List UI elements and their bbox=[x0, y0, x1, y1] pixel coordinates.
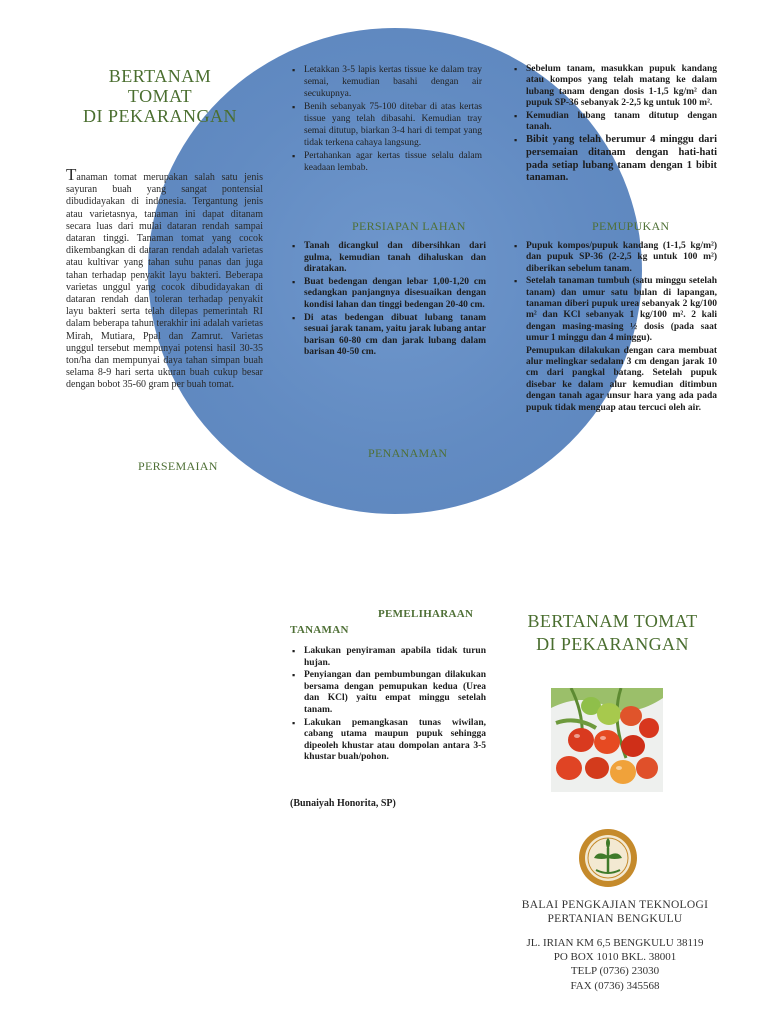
agency-logo bbox=[578, 826, 638, 890]
author-credit: (Bunaiyah Honorita, SP) bbox=[290, 798, 396, 809]
intro-dropcap: T bbox=[66, 165, 77, 184]
address-line: JL. IRIAN KM 6,5 BENGKULU 38119 bbox=[526, 937, 704, 949]
list-item: ▪ Buat bedengan dengan lebar 1,00-1,20 cm sedangkan panjangnya disesuaikan dengan kondisi lahan dan tinggi bedengan 20-40 cm. bbox=[304, 277, 486, 312]
address-line: TELP (0736) 23030 bbox=[570, 965, 660, 978]
list-item: ▪ Lakukan penyiraman apabila tidak turun hujan. bbox=[304, 646, 486, 669]
pemupukan-heading: PEMUPUKAN bbox=[592, 219, 670, 233]
institution-name bbox=[505, 898, 725, 926]
list-item: ▪ Kemudian lubang tanam ditutup dengan tanah. bbox=[526, 111, 717, 134]
pemupukan-section bbox=[512, 241, 717, 414]
pemeliharaan-list bbox=[290, 646, 486, 765]
institution-address bbox=[505, 936, 725, 993]
persiapan-list bbox=[290, 241, 486, 360]
institution-line: PERTANIAN BENGKULU bbox=[547, 913, 683, 926]
left-title-line: DI PEKARANGAN bbox=[83, 106, 237, 126]
cover-title-line: BERTANAM TOMAT bbox=[527, 611, 698, 631]
list-item: ▪ Sebelum tanam, masukkan pupuk kandang atau kompos yang telah matang ke dalam lubang tanam dengan dosis 1-1,5 kg/m² dan pupuk SP-36 sebanyak 2-2,5 kg untuk 100 m². bbox=[526, 64, 717, 110]
penanaman-heading: PENANAMAN bbox=[368, 446, 448, 460]
persemaian-list bbox=[290, 64, 482, 175]
list-item: ▪ Bibit yang telah berumur 4 minggu dari persemaian ditanam dengan hati-hati pada setiap lubang tanam dengan 1 bibit tanaman. bbox=[526, 134, 717, 184]
left-title-line: BERTANAM bbox=[108, 66, 212, 86]
pemeliharaan-heading-line2: TANAMAN bbox=[290, 624, 349, 636]
address-line: FAX (0736) 345568 bbox=[570, 979, 660, 992]
list-item: ▪ Di atas bedengan dibuat lubang tanam sesuai jarak tanam, yaitu jarak lubang antar barisan 60-80 cm dan jarak lubang dalam barisan 40-50 cm. bbox=[304, 313, 486, 359]
list-item: ▪ Penyiangan dan pembumbungan dilakukan bersama dengan pemupukan kedua (Urea dan KCl) yaitu empat minggu setelah tanam. bbox=[304, 670, 486, 716]
agency-logo-icon bbox=[578, 826, 638, 890]
list-item: ▪ Pertahankan agar kertas tissue selalu dalam keadaan lembab. bbox=[304, 150, 482, 174]
tomato-photo bbox=[551, 688, 663, 792]
persemaian-heading: PERSEMAIAN bbox=[138, 459, 218, 473]
list-item: ▪ Benih sebanyak 75-100 ditebar di atas kertas tissue yang telah dibasahi. Kemudian tray semai ditutup, biarkan 3-4 hari di tempat yang tidak terkena cahaya langsung. bbox=[304, 101, 482, 149]
persiapan-lahan-heading: PERSIAPAN LAHAN bbox=[352, 219, 466, 233]
institution-line: BALAI PENGKAJIAN TEKNOLOGI bbox=[521, 899, 709, 911]
list-item: ▪ Letakkan 3-5 lapis kertas tissue ke dalam tray semai, kemudian basahi dengan air secukupnya. bbox=[304, 64, 482, 100]
cover-title bbox=[505, 610, 720, 656]
list-item: ▪ Pupuk kompos/pupuk kandang (1-1,5 kg/m²) dan pupuk SP-36 (2-2,5 kg untuk 100 m²) diberikan sebelum tanam. bbox=[526, 241, 717, 275]
left-title-line: TOMAT bbox=[127, 86, 193, 106]
address-line: PO BOX 1010 BKL. 38001 bbox=[553, 951, 677, 964]
list-item: ▪ Tanah dicangkul dan dibersihkan dari gulma, kemudian tanah dihaluskan dan diratakan. bbox=[304, 241, 486, 276]
pemeliharaan-heading-line1: PEMELIHARAAN bbox=[378, 608, 474, 620]
cover-title-line: DI PEKARANGAN bbox=[536, 634, 689, 654]
list-item: ▪ Lakukan pemangkasan tunas wiwilan, cabang utama maupun pupuk sehingga dipeoleh khustar atau dompolan antara 3-5 khustar buah/pohon. bbox=[304, 718, 486, 764]
list-item: ▪ Setelah tanaman tumbuh (satu minggu setelah tanam) dan umur satu bulan di lapangan, tanaman diberi pupuk urea sebanyak 2 kg/100 m² dan KCl sebanyak 1 kg/100 m². 2 kali dengan masing-masing ½ dosis (pada saat umur 1 minggu dan 4 minggu). bbox=[526, 276, 717, 344]
tomato-photo-icon bbox=[551, 688, 663, 792]
pemupukan-paragraph: Pemupukan dilakukan dengan cara membuat alur melingkar sedalam 3 cm dengan jarak 10 cm dari pangkal batang. Setelah pupuk disebar ke dalam alur kemudian ditimbun dengan tanah agar unsur hara yang ada pada pupuk tidak menguap atau tercuci oleh air. bbox=[526, 345, 717, 413]
intro-paragraph bbox=[66, 165, 263, 392]
penanaman-list bbox=[512, 64, 717, 186]
left-title bbox=[60, 66, 260, 126]
intro-text: anaman tomat merupakan salah satu jenis sayuran buah yang sangat pontensial dibudidayakan di indonesia. Tergantung jenis atau varietasnya, tanaman ini dapat ditanam secara luas dari mulai dataran rendah sampai dataran tinggi. Tanaman tomat yang cocok dikembangkan di dataran rendah adalah varietas atau kultivar yang tahan suhu panas dan juga tahan terhadap penyakit layu bakteri. Beberapa varietas unggul yang cocok dibudidayakan di dataran rendah dan toleran terhadap penyakit layu bakteri serta telah dilepas pemerintah RI dalam beberapa tahun terakhir ini adalah varietas Mirah, Mutiara, Ppal dan Zamrut. Varietas unggul tersebut mempunyai potensi hasil 30-35 ton/ha dan mempunyai daya tahan simpan buah selama 8-9 hari serta ukuran buah cukup besar dengan bobot 35-60 gram per buah tomat. bbox=[66, 172, 263, 391]
